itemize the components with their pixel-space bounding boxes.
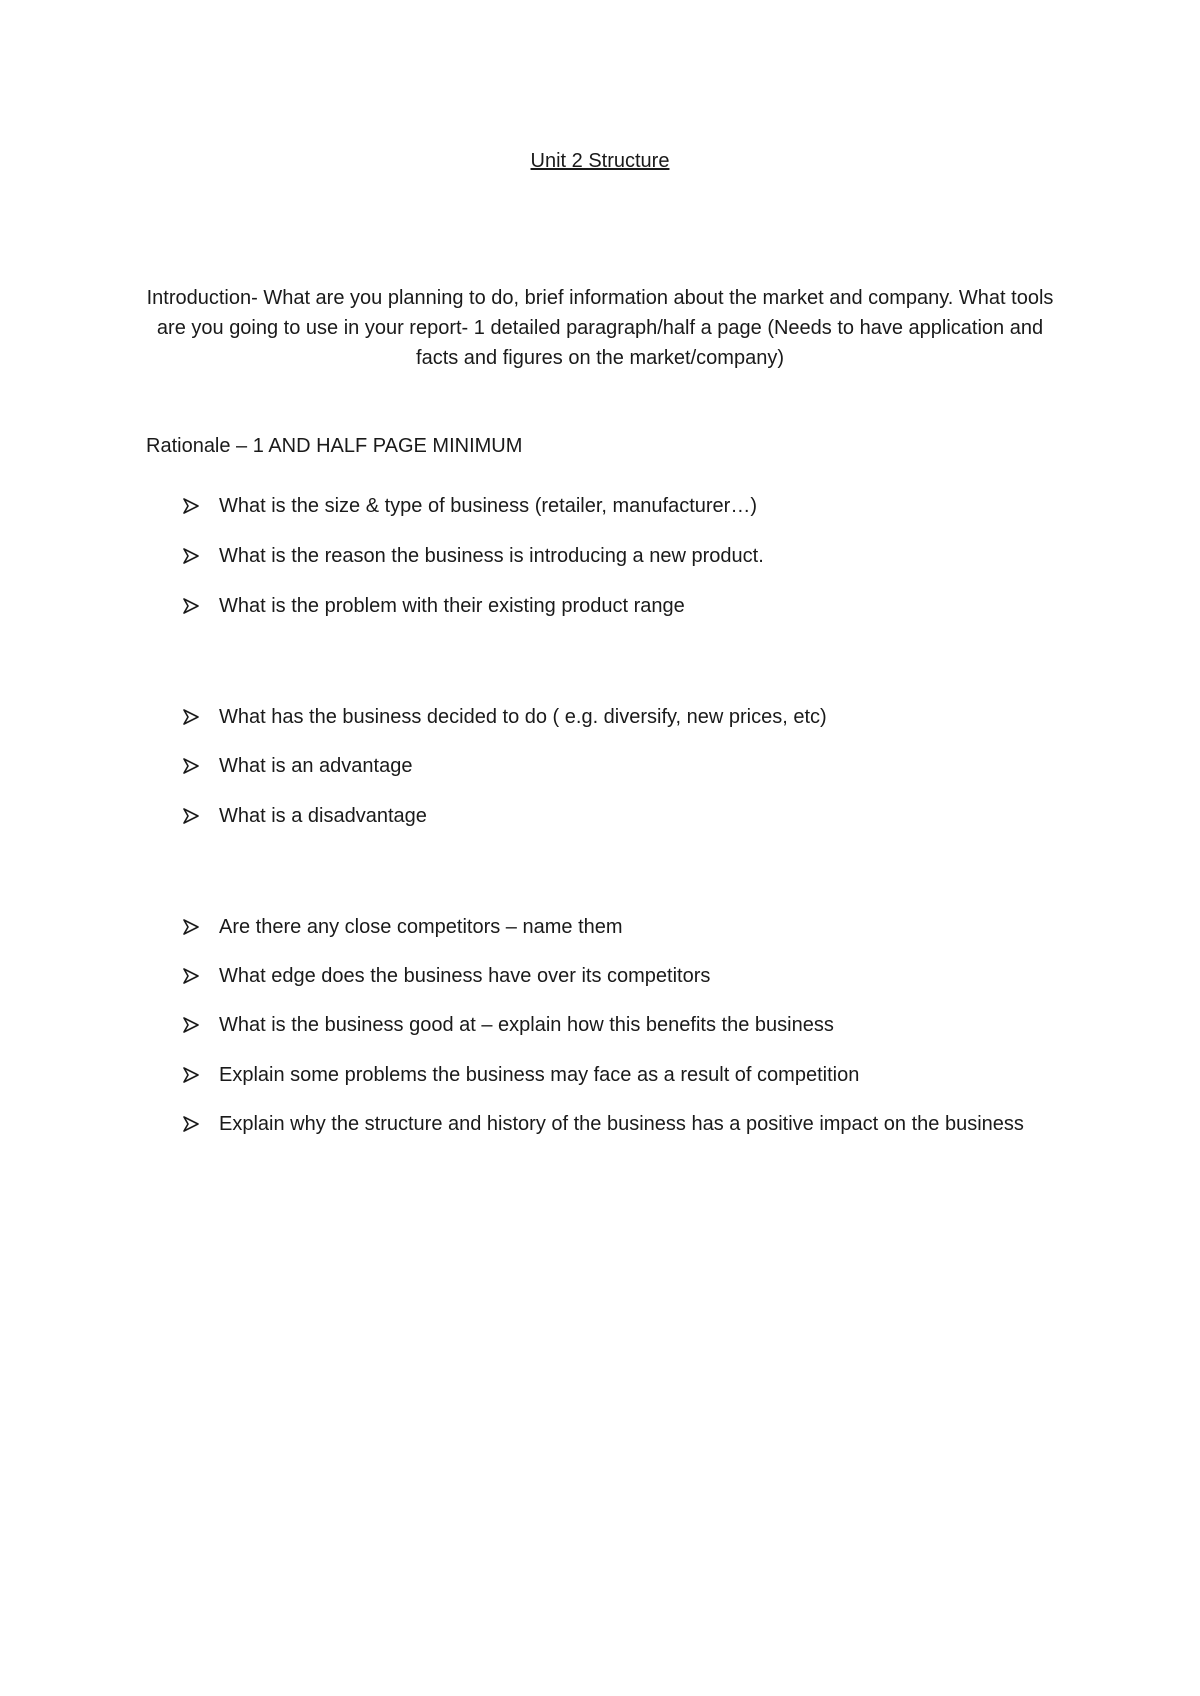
bullet-item [183,593,685,619]
bullet-item [183,1111,1024,1137]
rationale-heading: Rationale – 1 AND HALF PAGE MINIMUM [146,435,523,457]
arrowhead-bullet-icon [183,543,219,569]
arrowhead-bullet-icon [183,803,219,829]
bullet-text: What is the problem with their existing product range [219,595,685,617]
bullet-text: What is the business good at – explain how this benefits the business [219,1014,834,1036]
arrowhead-bullet-icon [183,1012,219,1038]
arrowhead-bullet-icon [183,704,219,730]
bullet-text: What is a disadvantage [219,805,427,827]
bullet-item [183,704,827,730]
bullet-item [183,1012,834,1038]
arrowhead-bullet-icon [183,753,219,779]
arrowhead-bullet-icon [183,1111,219,1137]
bullet-text: Explain some problems the business may face as a result of competition [219,1064,860,1086]
bullet-item [183,914,623,940]
bullet-item [183,493,757,519]
bullet-text: Explain why the structure and history of the business has a positive impact on the business [219,1113,1024,1135]
arrowhead-bullet-icon [183,963,219,989]
arrowhead-bullet-icon [183,1062,219,1088]
page-title: Unit 2 Structure [530,150,670,172]
bullet-item [183,803,427,829]
arrowhead-bullet-icon [183,914,219,940]
bullet-item [183,1062,859,1088]
bullet-text: What is an advantage [219,755,413,777]
bullet-item [183,963,710,989]
bullet-text: What is the size & type of business (retailer, manufacturer…) [219,495,757,517]
bullet-text: What has the business decided to do ( e.g. diversify, new prices, etc) [219,706,827,728]
bullet-text: Are there any close competitors – name them [219,916,623,938]
arrowhead-bullet-icon [183,493,219,519]
bullet-item [183,753,412,779]
bullet-item [183,543,764,569]
arrowhead-bullet-icon [183,593,219,619]
bullet-text: What is the reason the business is introducing a new product. [219,545,764,567]
bullet-text: What edge does the business have over its competitors [219,965,711,987]
introduction-paragraph: Introduction- What are you planning to do, brief information about the market and company. What tools are you going to use in your report- 1 detailed paragraph/half a page (Needs to have application and facts and figures on the market/company) [146,287,1054,369]
